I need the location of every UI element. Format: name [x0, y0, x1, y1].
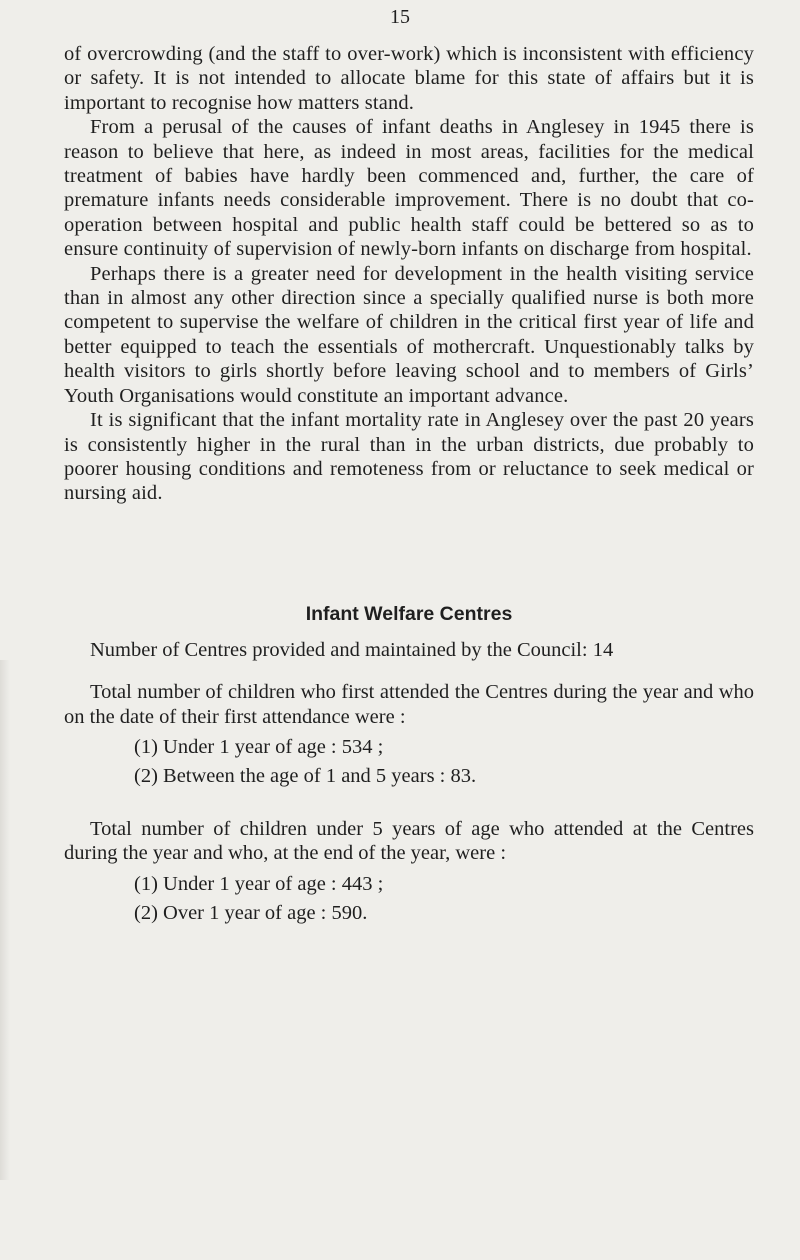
first-attendance-intro: Total number of children who first attended the Centres during the year and who on the date of their first attendance were : — [64, 681, 754, 728]
paragraph-health-visiting: Perhaps there is a greater need for development in the health visiting service than in almost any other direction since a specially qualified nurse is both more competent to supervise the welfare of children in the critical first year of life and better equipped to teach the essentials of mothercraft. Unquestionably talks by health visitors to girls shortly before leaving school and to members of Girls’ Youth Organisations would constitute an important advance. — [64, 262, 754, 407]
first-attendance-list — [64, 733, 754, 791]
list-item: (1) Under 1 year of age : 534 ; — [134, 735, 384, 758]
section-heading: Infant Welfare Centres — [305, 602, 513, 625]
first-attendance-block — [64, 662, 754, 791]
page-edge-shadow — [0, 660, 10, 1180]
paragraph-infant-deaths: From a perusal of the causes of infant deaths in Anglesey in 1945 there is reason to believe that here, as indeed in most areas, facilities for the medical treatment of babies have hardly been commenced and, further, the care of premature infants needs considerable improvement. There is no doubt that co-operation between hospital and public health staff could be bettered so as to ensure continuity of supervision of newly-born infants on discharge from hospital. — [64, 116, 754, 261]
end-of-year-intro: Total number of children under 5 years of age who attended at the Centres during the year and who, at the end of the year, were : — [64, 817, 754, 865]
paragraph-mortality-rate: It is significant that the infant mortality rate in Anglesey over the past 20 years is consistently higher in the rural than in the urban districts, due probably to poorer housing conditions and remoteness from or reluctance to seek medical or nursing aid. — [64, 409, 754, 505]
paragraph-continuation: of overcrowding (and the staff to over-work) which is inconsistent with efficiency or safety. It is not intended to allocate blame for this state of affairs but it is important to recognise how matters stand. — [64, 43, 754, 114]
list-item: (2) Over 1 year of age : 590. — [134, 901, 368, 924]
centres-count-line: Number of Centres provided and maintained by the Council: 14 — [90, 638, 614, 661]
end-of-year-list — [64, 870, 754, 928]
page-number: 15 — [390, 6, 410, 28]
list-item: (1) Under 1 year of age : 443 ; — [134, 872, 384, 895]
list-item: (2) Between the age of 1 and 5 years : 83. — [134, 764, 477, 787]
end-of-year-block — [64, 791, 754, 928]
